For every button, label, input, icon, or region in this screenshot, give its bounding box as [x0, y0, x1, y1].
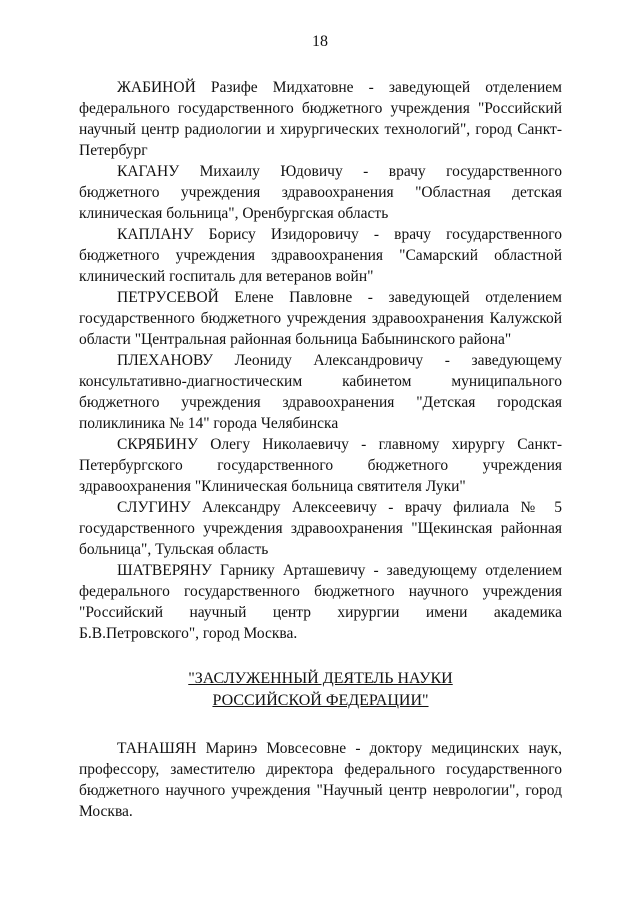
award-entry: ТАНАШЯН Маринэ Мовсесовне - доктору медицинских наук, профессору, заместителю директора федерального государственного бюджетного научного учреждения "Научный центр неврологии", город Москва.	[79, 740, 562, 820]
list-item: ПЕТРУСЕВОЙ Елене Павловне - заведующей отделением государственного бюджетного учреждения здравоохранения Калужской области "Центральная районная больница Бабынинского района"	[79, 289, 562, 348]
section-title	[79, 668, 562, 712]
section-title-line-2: РОССИЙСКОЙ ФЕДЕРАЦИИ"	[212, 692, 429, 709]
list-item: СЛУГИНУ Александру Алексеевичу - врачу филиала № 5 государственного учреждения здравоохранения "Щекинская районная больница", Тульская область	[79, 499, 562, 558]
list-item: КАГАНУ Михаилу Юдовичу - врачу государственного бюджетного учреждения здравоохранения "Областная детская клиническая больница", Оренбургская область	[79, 163, 562, 222]
entries-list	[79, 77, 562, 644]
list-item: СКРЯБИНУ Олегу Николаевичу - главному хирургу Санкт-Петербургского государственного бюджетного учреждения здравоохранения "Клиническая больница святителя Луки"	[79, 436, 562, 495]
list-item: ПЛЕХАНОВУ Леониду Александровичу - заведующему консультативно-диагностическим кабинетом муниципального бюджетного учреждения здравоохранения "Детская городская поликлиника № 14" города Челябинска	[79, 352, 562, 432]
list-item: ЖАБИНОЙ Разифе Мидхатовне - заведующей отделением федерального государственного бюджетного учреждения "Российский научный центр радиологии и хирургических технологий", город Санкт-Петербург	[79, 79, 562, 159]
section-title-line-1: "ЗАСЛУЖЕННЫЙ ДЕЯТЕЛЬ НАУКИ	[188, 670, 453, 687]
list-item: ШАТВЕРЯНУ Гарнику Арташевичу - заведующему отделением федерального государственного бюджетного научного учреждения "Российский научный центр хирургии имени академика Б.В.Петровского", город Москва.	[79, 562, 562, 642]
list-item: КАПЛАНУ Борису Изидоровичу - врачу государственного бюджетного учреждения здравоохранения "Самарский областной клинический госпиталь для ветеранов войн"	[79, 226, 562, 285]
page-number: 18	[312, 33, 328, 50]
